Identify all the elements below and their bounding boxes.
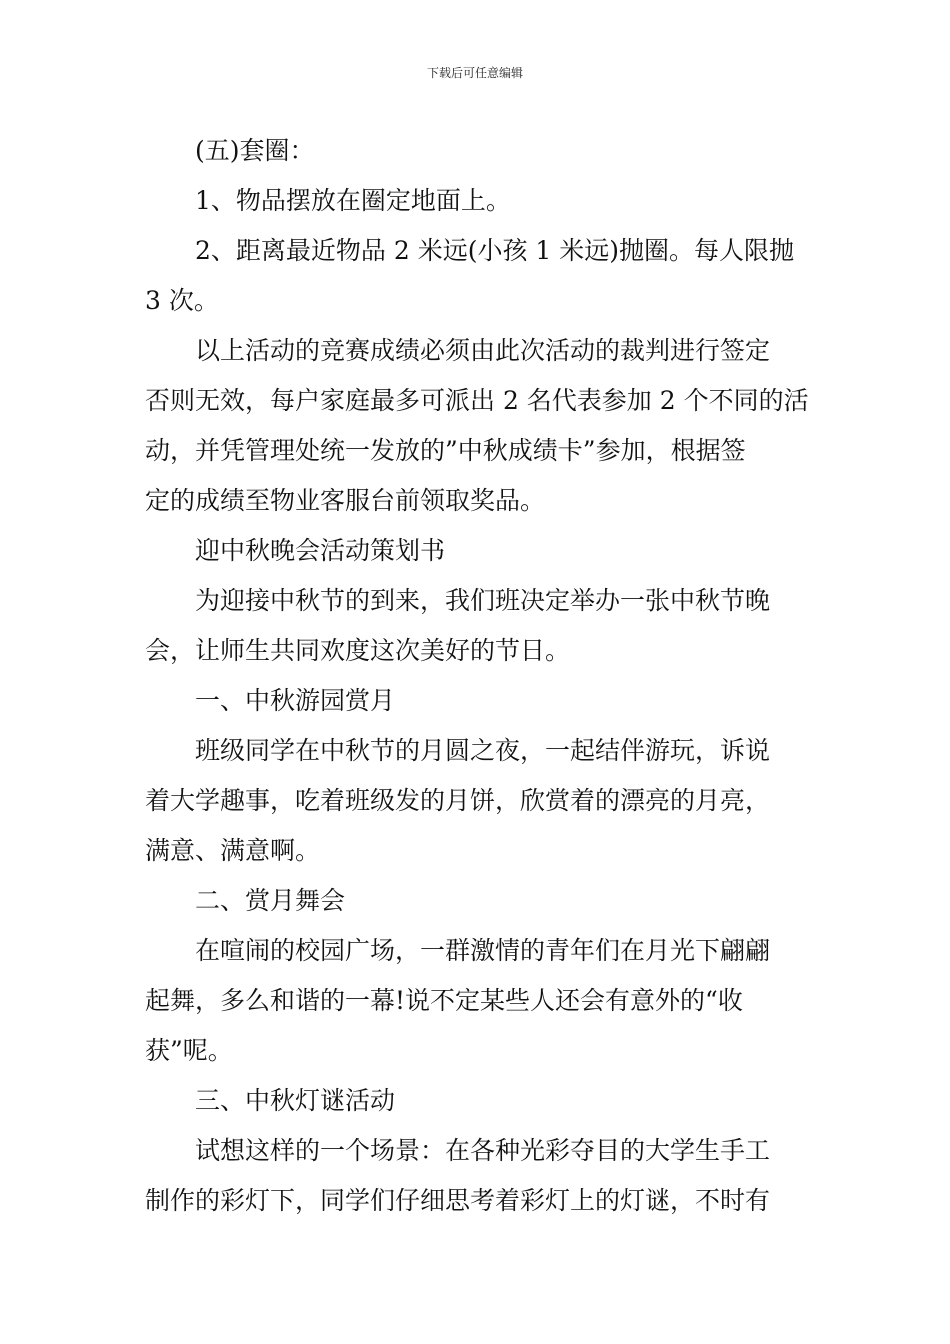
text-line: 2、距离最近物品 2 米远(小孩 1 米远)抛圈。每人限抛 xyxy=(195,236,795,265)
text-line: 着大学趣事，吃着班级发的月饼，欣赏着的漂亮的月亮， xyxy=(145,786,771,815)
text-line: 以上活动的竞赛成绩必须由此次活动的裁判进行签定 xyxy=(195,336,771,365)
text-line: 起舞，多么和谐的一幕!说不定某些人还会有意外的“收 xyxy=(145,986,743,1015)
text-line: 获”呢。 xyxy=(145,1036,233,1065)
text-line: 班级同学在中秋节的月圆之夜，一起结伴游玩，诉说 xyxy=(195,736,771,765)
paragraph-section-3 xyxy=(145,1126,810,1226)
paragraph-results-note xyxy=(145,326,810,526)
text-line: 三、中秋灯谜活动 xyxy=(195,1086,396,1115)
subheading-1 xyxy=(145,676,810,726)
subheading-2 xyxy=(145,876,810,926)
paragraph-section-1 xyxy=(145,726,810,876)
paragraph-rule-1 xyxy=(145,176,810,226)
text-line: (五)套圈： xyxy=(195,136,315,165)
text-line: 在喧闹的校园广场，一群激情的青年们在月光下翩翩 xyxy=(195,936,771,965)
text-line: 1、物品摆放在圈定地面上。 xyxy=(195,186,511,215)
text-line: 3 次。 xyxy=(145,286,219,315)
header-note: 下载后可任意编辑 xyxy=(426,66,523,80)
text-line: 迎中秋晚会活动策划书 xyxy=(195,536,446,565)
text-line: 否则无效，每户家庭最多可派出 2 名代表参加 2 个不同的活 xyxy=(145,386,809,415)
text-line: 制作的彩灯下，同学们仔细思考着彩灯上的灯谜，不时有 xyxy=(145,1186,771,1215)
text-line: 二、赏月舞会 xyxy=(195,886,346,915)
subheading-3 xyxy=(145,1076,810,1126)
text-line: 试想这样的一个场景：在各种光彩夺目的大学生手工 xyxy=(195,1136,771,1165)
text-line: 为迎接中秋节的到来，我们班决定举办一张中秋节晚 xyxy=(195,586,771,615)
text-line: 满意、满意啊。 xyxy=(145,836,321,865)
paragraph-intro xyxy=(145,576,810,676)
text-line: 定的成绩至物业客服台前领取奖品。 xyxy=(145,486,546,515)
body-text xyxy=(145,126,810,1226)
text-line: 动，并凭管理处统一发放的”中秋成绩卡”参加，根据签 xyxy=(145,436,746,465)
text-line: 一、中秋游园赏月 xyxy=(195,686,396,715)
text-line: 会，让师生共同欢度这次美好的节日。 xyxy=(145,636,571,665)
section-title xyxy=(145,526,810,576)
paragraph-taoquan-heading xyxy=(145,126,810,176)
paragraph-section-2 xyxy=(145,926,810,1076)
paragraph-rule-2 xyxy=(145,226,810,326)
